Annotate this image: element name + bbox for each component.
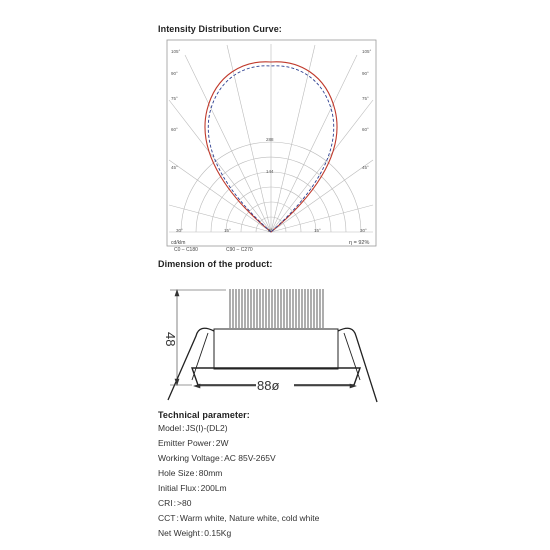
angle-label-left: 90° [171, 71, 178, 76]
spec-value: 80mm [198, 468, 223, 478]
spec-label: CCT [158, 513, 176, 523]
legend-c90-c270: C90 – C270 [226, 247, 253, 253]
diameter-value: 88ø [257, 378, 280, 393]
units-label: cd/klm [171, 240, 186, 246]
spec-value: >80 [177, 498, 192, 508]
lamp-body [214, 329, 338, 369]
spec-cct: CCT:Warm white, Nature white, cold white [158, 513, 320, 523]
spec-cri: CRI:>80 [158, 498, 192, 508]
angle-label-left: 60° [171, 127, 178, 132]
spec-emitter-power: Emitter Power:2W [158, 438, 229, 448]
technical-heading: Technical parameter: [158, 410, 250, 420]
spec-model: Model:JS(I)-(DL2) [158, 423, 228, 433]
angle-label-right: 90° [362, 71, 369, 76]
spec-net-weight: Net Weight:0.15Kg [158, 528, 232, 538]
polar-frame [167, 40, 376, 246]
angle-label-left: 75° [171, 96, 178, 101]
spec-label: Model [158, 423, 182, 433]
spec-hole-size: Hole Size:80mm [158, 468, 223, 478]
curve-heading: Intensity Distribution Curve: [158, 24, 282, 34]
angle-label-right: 105° [362, 49, 372, 54]
spec-initial-flux: Initial Flux:200Lm [158, 483, 227, 493]
spec-label: Working Voltage [158, 453, 220, 463]
angle-label-left: 45° [171, 165, 178, 170]
legend-c0-c180: C0 – C180 [174, 247, 198, 253]
efficiency-label: η = 92% [349, 240, 370, 246]
spec-value: 200Lm [200, 483, 227, 493]
angle-label-right: 45° [362, 165, 369, 170]
spec-value: 2W [215, 438, 229, 448]
angle-label-bottom: 15° [314, 228, 321, 233]
angle-label-right: 75° [362, 96, 369, 101]
radial-label: 288 [266, 137, 274, 142]
spec-label: CRI [158, 498, 173, 508]
spec-value: JS(I)-(DL2) [185, 423, 228, 433]
spring-clip-right [338, 328, 377, 402]
spec-value: Warm white, Nature white, cold white [179, 513, 320, 523]
angle-label-bottom: 15° [224, 228, 231, 233]
spec-label: Emitter Power [158, 438, 212, 448]
spec-label: Initial Flux [158, 483, 197, 493]
spec-label: Net Weight [158, 528, 200, 538]
heatsink-fins [230, 289, 323, 328]
spec-working-voltage: Working Voltage:AC 85V-265V [158, 453, 276, 463]
angle-label-right: 60° [362, 127, 369, 132]
angle-label-bottom: 30° [360, 228, 367, 233]
radial-label: 144 [266, 169, 274, 174]
height-value: 48 [163, 332, 178, 347]
spec-label: Hole Size [158, 468, 195, 478]
angle-label-bottom: 0° [268, 228, 273, 233]
spec-value: 0.15Kg [204, 528, 232, 538]
angle-label-left: 105° [171, 49, 181, 54]
angle-label-bottom: 30° [176, 228, 183, 233]
spec-value: AC 85V-265V [224, 453, 276, 463]
dimension-heading: Dimension of the product: [158, 259, 273, 269]
